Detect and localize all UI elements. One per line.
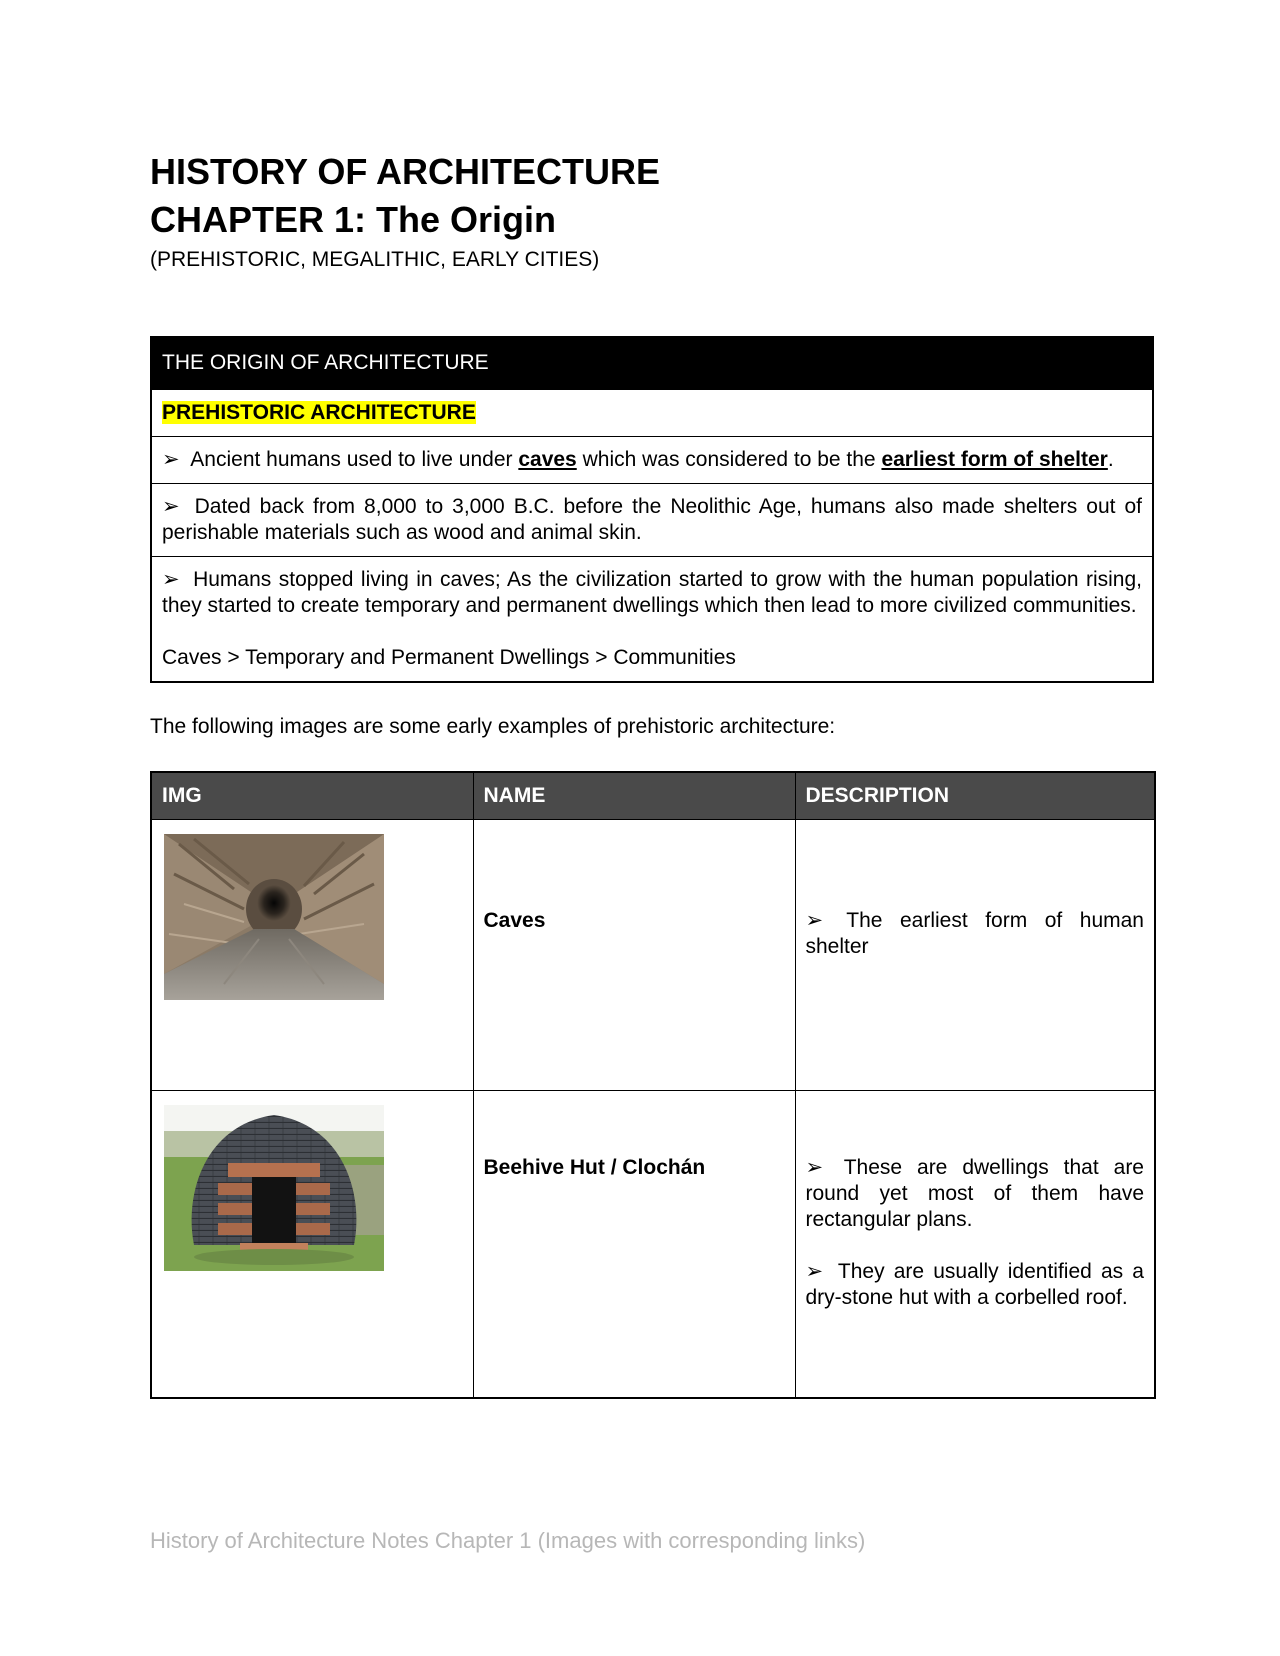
hut-description-1-block bbox=[806, 1155, 1145, 1233]
bullet1-text-part1: Ancient humans used to live under bbox=[190, 448, 513, 471]
description-cell-beehive-hut bbox=[795, 1091, 1155, 1399]
arrow-bullet-icon: ➢ bbox=[805, 1156, 824, 1179]
cave-tunnel-image bbox=[164, 834, 384, 1000]
arrow-bullet-icon: ➢ bbox=[805, 1260, 824, 1283]
column-header-description: DESCRIPTION bbox=[795, 772, 1155, 820]
document-title-line2: CHAPTER 1: The Origin bbox=[150, 199, 557, 240]
spacer bbox=[162, 619, 1142, 645]
bullet1-emphasis-earliest-shelter: earliest form of shelter bbox=[881, 448, 1108, 471]
table-row bbox=[151, 1091, 1155, 1399]
bullet1-end: . bbox=[1107, 448, 1114, 471]
column-header-img: IMG bbox=[151, 772, 473, 820]
hut-description-1: These are dwellings that are round yet most of them have rectangular plans. bbox=[805, 1156, 1144, 1231]
section-label-highlight: PREHISTORIC ARCHITECTURE bbox=[162, 401, 476, 424]
origin-table-section-row bbox=[151, 390, 1153, 437]
origin-table-heading-row bbox=[151, 337, 1153, 390]
spacer bbox=[806, 1233, 1145, 1259]
origin-bullet-2 bbox=[151, 484, 1153, 557]
table-row bbox=[151, 820, 1155, 1091]
hut-description-2-block bbox=[806, 1259, 1145, 1311]
arrow-bullet-icon: ➢ bbox=[162, 495, 180, 518]
document-subtitle: (PREHISTORIC, MEGALITHIC, EARLY CITIES) bbox=[150, 248, 600, 271]
origin-bullet-3 bbox=[151, 557, 1153, 683]
img-cell-beehive-hut bbox=[151, 1091, 473, 1399]
section-label-cell bbox=[151, 390, 1153, 437]
origin-bullet-row-1 bbox=[151, 437, 1153, 484]
img-cell-caves bbox=[151, 820, 473, 1091]
examples-table bbox=[150, 771, 1156, 1399]
bullet2-text: Dated back from 8,000 to 3,000 B.C. before the Neolithic Age, humans also made shelters out of perishable materials such as wood and animal skin. bbox=[162, 495, 1142, 544]
origin-table-heading: THE ORIGIN OF ARCHITECTURE bbox=[151, 337, 1153, 390]
page-footer: History of Architecture Notes Chapter 1 (Images with corresponding links) bbox=[150, 1528, 866, 1553]
hut-description-2: They are usually identified as a dry-stone hut with a corbelled roof. bbox=[805, 1260, 1144, 1309]
bullet3-text: Humans stopped living in caves; As the civilization started to grow with the human population rising, they started to create temporary and permanent dwellings which then lead to more civilized communities. bbox=[162, 568, 1142, 617]
column-header-name: NAME bbox=[473, 772, 795, 820]
bullet1-emphasis-caves: caves bbox=[518, 448, 577, 471]
origin-bullet-row-2 bbox=[151, 484, 1153, 557]
arrow-bullet-icon: ➢ bbox=[162, 448, 180, 471]
origin-table bbox=[150, 336, 1154, 683]
beehive-hut-image bbox=[164, 1105, 384, 1271]
caves-description-1: The earliest form of human shelter bbox=[805, 909, 1144, 958]
description-cell-caves bbox=[795, 820, 1155, 1091]
origin-bullet-row-3 bbox=[151, 557, 1153, 683]
progression-text: Caves > Temporary and Permanent Dwellings > Communities bbox=[162, 646, 736, 669]
arrow-bullet-icon: ➢ bbox=[805, 909, 824, 932]
name-cell-beehive-hut: Beehive Hut / Clochán bbox=[473, 1091, 795, 1399]
examples-header-row bbox=[151, 772, 1155, 820]
intro-paragraph: The following images are some early examples of prehistoric architecture: bbox=[150, 715, 836, 738]
document-page bbox=[150, 148, 1154, 1399]
bullet1-text-part2: which was considered to be the bbox=[582, 448, 876, 471]
arrow-bullet-icon: ➢ bbox=[162, 568, 180, 591]
name-cell-caves: Caves bbox=[473, 820, 795, 1091]
origin-bullet-1 bbox=[151, 437, 1153, 484]
document-title-line1: HISTORY OF ARCHITECTURE bbox=[150, 151, 661, 192]
